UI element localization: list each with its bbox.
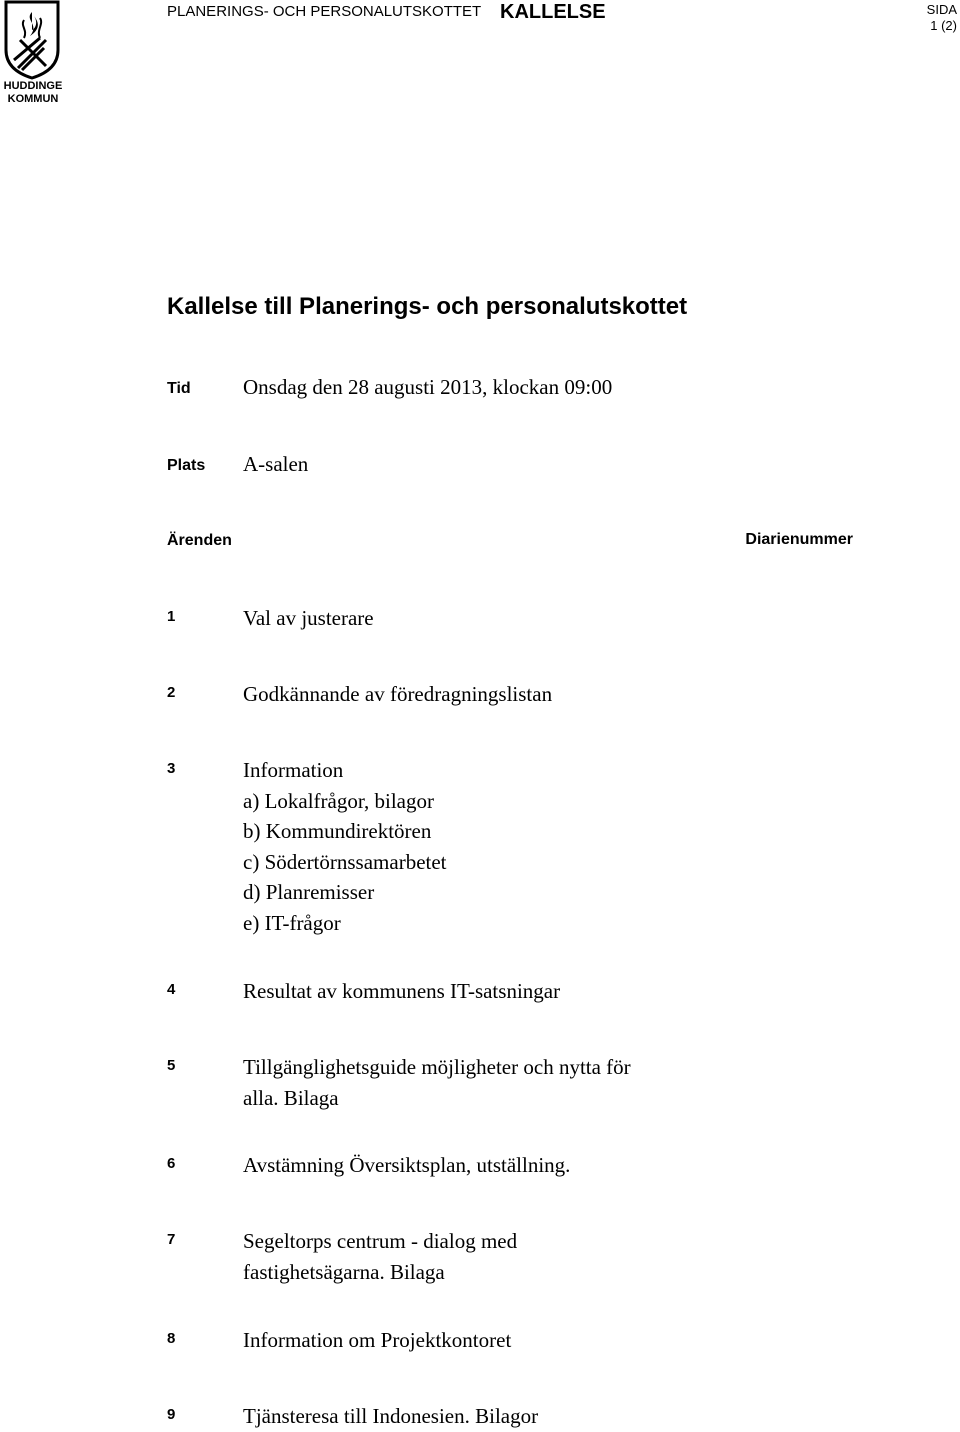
agenda-item-number: 6 [167, 1155, 176, 1172]
agenda-item-line: Val av justerare [243, 606, 374, 630]
page-number: 1 (2) [930, 18, 957, 33]
agenda-item-line: a) Lokalfrågor, bilagor [243, 788, 434, 813]
logo-text-line1: HUDDINGE [3, 80, 63, 92]
agenda-item-text [243, 603, 683, 634]
agenda-item-line: Avstämning Översiktsplan, utställning. [243, 1153, 571, 1177]
diary-number-header: Diarienummer [745, 531, 853, 548]
agenda-item-text [243, 755, 683, 938]
document-type: KALLELSE [500, 1, 606, 23]
place-value: A-salen [243, 452, 309, 476]
agenda-item-line: Godkännande av föredragningslistan [243, 682, 553, 706]
agenda-item-line: c) Södertörnssamarbetet [243, 849, 447, 874]
agenda-item-text [243, 1325, 683, 1356]
time-value: Onsdag den 28 augusti 2013, klockan 09:00 [243, 375, 613, 399]
agenda-item-number: 2 [167, 684, 176, 701]
page-label: SIDA [926, 2, 957, 17]
agenda-item-line: Resultat av kommunens IT-satsningar [243, 979, 561, 1003]
place-label: Plats [167, 457, 206, 474]
agenda-item-line: fastighetsägarna. Bilaga [243, 1259, 445, 1284]
time-label: Tid [167, 380, 191, 397]
page-title: Kallelse till Planerings- och personalutskottet [167, 293, 688, 320]
agenda-item-number: 7 [167, 1231, 176, 1248]
agenda-item-text [243, 1226, 683, 1287]
logo-text-line2: KOMMUN [7, 93, 59, 105]
agenda-item-line: Segeltorps centrum - dialog med [243, 1229, 518, 1253]
logo-text [0, 80, 66, 106]
agenda-item-line: alla. Bilaga [243, 1085, 339, 1110]
committee-name: PLANERINGS- OCH PERSONALUTSKOTTET [167, 3, 482, 20]
agenda-item-number: 1 [167, 608, 176, 625]
agenda-item-line: b) Kommundirektören [243, 819, 432, 843]
agenda-item-text [243, 679, 683, 710]
agenda-item-line: e) IT-frågor [243, 910, 341, 935]
coat-of-arms-icon [0, 0, 66, 80]
agenda-item-number: 8 [167, 1330, 176, 1347]
agenda-item-number: 4 [167, 981, 176, 998]
agenda-item-text [243, 976, 683, 1007]
agenda-item-line: d) Planremisser [243, 880, 375, 904]
agenda-item-number: 9 [167, 1406, 176, 1423]
agenda-items-header: Ärenden [167, 532, 232, 549]
agenda-item-number: 5 [167, 1057, 176, 1074]
agenda-item-line: Tjänsteresa till Indonesien. Bilagor [243, 1404, 539, 1428]
agenda-item-text [243, 1052, 683, 1113]
agenda-item-text [243, 1150, 683, 1181]
agenda-item-line: Information om Projektkontoret [243, 1328, 512, 1352]
agenda-item-line: Tillgänglighetsguide möjligheter och nytta för [243, 1055, 631, 1079]
agenda-item-number: 3 [167, 760, 176, 777]
agenda-item-line: Information [243, 758, 344, 782]
page-indicator [927, 2, 957, 34]
